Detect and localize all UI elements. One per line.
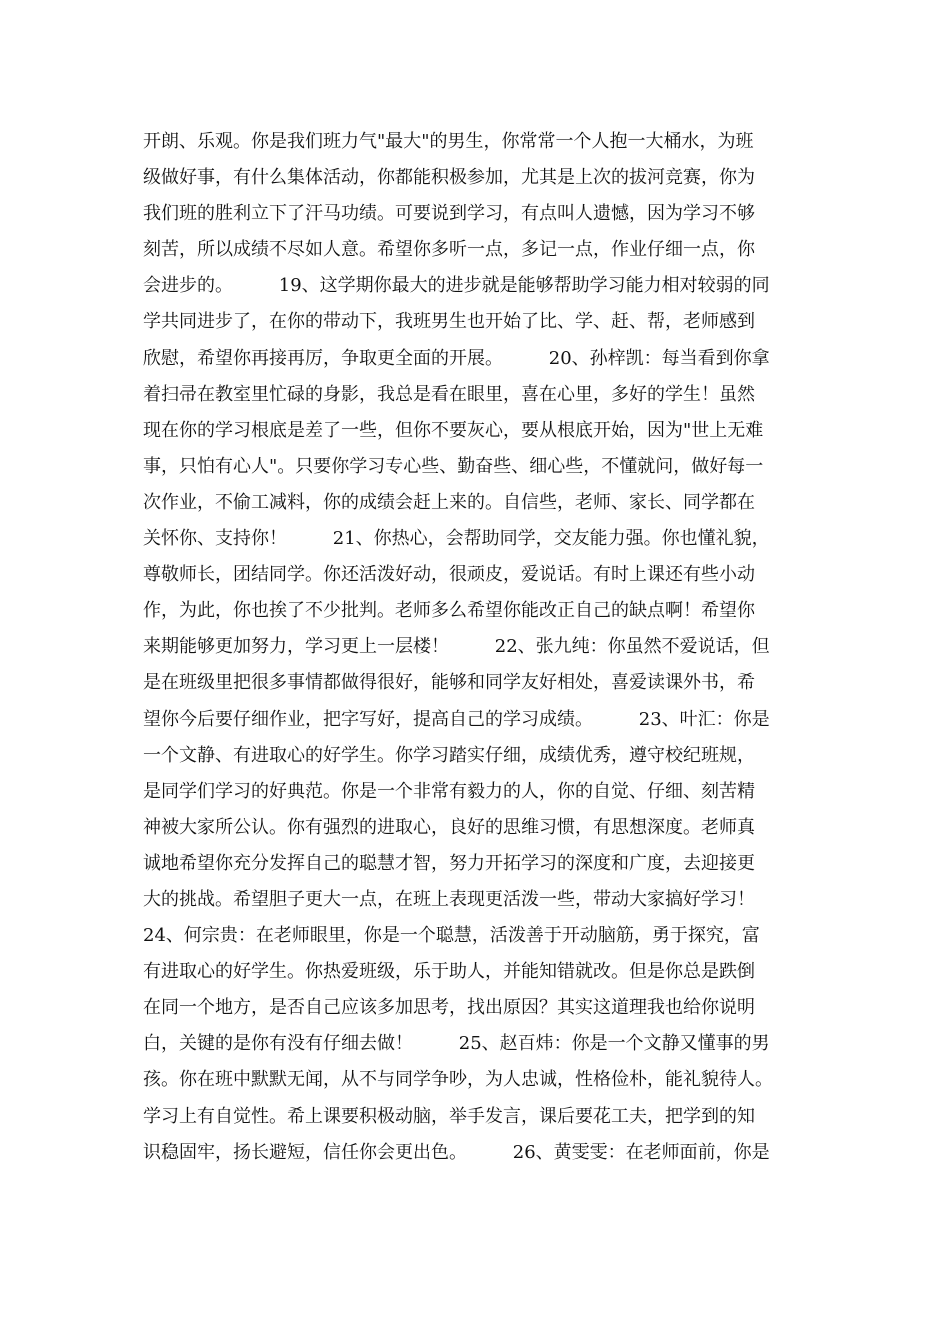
text-line: 我们班的胜利立下了汗马功绩。可要说到学习，有点叫人遗憾，因为学习不够 (143, 203, 755, 225)
text-line: 作，为此，你也挨了不少批判。老师多么希望你能改正自己的缺点啊！希望你 (143, 600, 755, 622)
text-line: 识稳固牢，扬长避短，信任你会更出色。 26、黄雯雯：在老师面前，你是 (143, 1141, 770, 1163)
text-line: 刻苦，所以成绩不尽如人意。希望你多听一点，多记一点，作业仔细一点，你 (143, 239, 755, 261)
text-line: 现在你的学习根底是差了一些，但你不要灰心，要从根底开始，因为"世上无难 (143, 419, 764, 441)
text-line: 诚地希望你充分发挥自己的聪慧才智，努力开拓学习的深度和广度，去迎接更 (143, 852, 755, 874)
text-line: 来期能够更加努力，学习更上一层楼！ 22、张九纯：你虽然不爱说话，但 (143, 636, 770, 658)
text-line: 白，关键的是你有没有仔细去做！ 25、赵百炜：你是一个文静又懂事的男 (143, 1033, 770, 1055)
text-line: 尊敬师长，团结同学。你还活泼好动，很顽皮，爱说话。有时上课还有些小动 (143, 564, 755, 586)
text-line: 学共同进步了，在你的带动下，我班男生也开始了比、学、赶、帮，老师感到 (143, 311, 755, 333)
text-line: 有进取心的好学生。你热爱班级，乐于助人，并能知错就改。但是你总是跌倒 (143, 961, 755, 983)
text-line: 会进步的。 19、这学期你最大的进步就是能够帮助学习能力相对较弱的同 (143, 275, 770, 297)
text-line: 孩。你在班中默默无闻，从不与同学争吵，为人忠诚，性格俭朴，能礼貌待人。 (143, 1069, 773, 1091)
body-text (143, 124, 823, 1171)
text-line: 是同学们学习的好典范。你是一个非常有毅力的人，你的自觉、仔细、刻苦精 (143, 780, 755, 802)
text-line: 一个文静、有进取心的好学生。你学习踏实仔细，成绩优秀，遵守校纪班规， (143, 744, 755, 766)
text-line: 神被大家所公认。你有强烈的进取心，良好的思维习惯，有思想深度。老师真 (143, 816, 755, 838)
text-line: 欣慰，希望你再接再厉，争取更全面的开展。 20、孙梓凯：每当看到你拿 (143, 347, 770, 369)
text-line: 望你今后要仔细作业，把字写好，提高自己的学习成绩。 23、叶汇：你是 (143, 708, 770, 730)
text-line: 次作业，不偷工减料，你的成绩会赶上来的。自信些，老师、家长、同学都在 (143, 491, 755, 513)
text-line: 学习上有自觉性。希上课要积极动脑，举手发言，课后要花工夫，把学到的知 (143, 1105, 755, 1127)
text-line: 大的挑战。希望胆子更大一点，在班上表现更活泼一些，带动大家搞好学习！ (143, 888, 755, 910)
text-line: 着扫帚在教室里忙碌的身影，我总是看在眼里，喜在心里，多好的学生！虽然 (143, 383, 755, 405)
text-line: 是在班级里把很多事情都做得很好，能够和同学友好相处，喜爱读课外书，希 (143, 672, 755, 694)
text-line: 级做好事，有什么集体活动，你都能积极参加，尤其是上次的拔河竞赛，你为 (143, 167, 755, 189)
text-line: 在同一个地方，是否自己应该多加思考，找出原因？其实这道理我也给你说明 (143, 997, 755, 1019)
text-line: 开朗、乐观。你是我们班力气"最大"的男生，你常常一个人抱一大桶水，为班 (143, 131, 754, 152)
text-line: 事，只怕有心人"。只要你学习专心些、勤奋些、细心些，不懂就问，做好每一 (143, 455, 764, 477)
text-line: 24、何宗贵：在老师眼里，你是一个聪慧，活泼善于开动脑筋，勇于探究，富 (143, 925, 760, 947)
text-line: 关怀你、支持你！ 21、你热心，会帮助同学，交友能力强。你也懂礼貌， (143, 528, 770, 550)
